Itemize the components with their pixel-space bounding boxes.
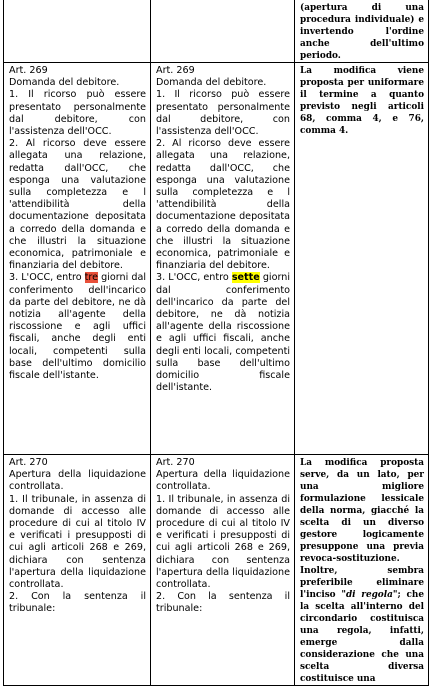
article-subtitle: Domanda del debitore. (156, 77, 267, 89)
table-row (4, 63, 429, 455)
article-title: Art. 269 (9, 65, 48, 76)
paragraph: 2. Al ricorso deve essere allegata una relazione, redatta dall'OCC, che esponga una valutazione sulla completezza e l 'attendibilità della documentazione depositata a corredo della domanda e che illustri la situazione economica, patrimoniale e finanziaria del debitore. (156, 138, 290, 272)
paragraph-end: giorni dal conferimento dell'incarico da parte del debitore, ne dà notizia all'agente della riscossione e agli uffici fiscali, anche degli enti locali, competenti sulla base dell'ultimo domicilio fiscale dell'istante. (156, 272, 290, 394)
paragraph-start: 3. L'OCC, entro (9, 272, 85, 284)
current-text-cell (4, 0, 151, 63)
note-text-start: Inoltre, sembra preferibile eliminare l'inciso (300, 566, 424, 600)
inserted-term-highlight: sette (231, 272, 260, 284)
paragraph (156, 272, 290, 394)
proposed-text-cell (151, 0, 295, 63)
article-title: Art. 270 (156, 457, 195, 468)
deleted-term-highlight: tre (84, 272, 99, 284)
table-row (4, 0, 429, 63)
comparison-table (3, 0, 429, 686)
paragraph-end: giorni dal conferimento dell'incarico da parte del debitore, ne dà notizia all'agente della riscossione e agli uffici fiscali, anche degli enti locali, competenti sulla base dell'ultimo domicilio fiscale dell'istante. (9, 272, 146, 382)
paragraph: 1. Il tribunale, in assenza di domande di accesso alle procedure di cui al titolo IV e verificati i presupposti di cui agli articoli 268 e 269, dichiara con sentenza l'apertura della liquidazione controllata. (9, 493, 146, 591)
paragraph: 1. Il ricorso può essere presentato personalmente dal debitore, con l'assistenza dell'OCC. (9, 89, 146, 138)
note-text-end: ; che la scelta all'interno del circondario costituisca una regola, infatti, emerge dalla considerazione che una scelta diversa costituisce una (300, 590, 424, 684)
note-text: La modifica proposta serve, da un lato, per una migliore formulazione lessicale della norma, giacché la scelta di un diverso gestore logicamente presuppone una previa revoca-sostituzione. (300, 458, 424, 564)
proposed-text-cell (151, 63, 295, 455)
note-cell (295, 455, 429, 686)
article-subtitle: Apertura della liquidazione controllata. (156, 469, 290, 493)
current-text-cell (4, 455, 151, 686)
paragraph: 2. Con la sentenza il tribunale: (156, 591, 290, 615)
current-text-cell (4, 63, 151, 455)
note-text (300, 565, 424, 685)
paragraph-start: 3. L'OCC, entro (156, 272, 232, 284)
paragraph: 1. Il ricorso può essere presentato personalmente dal debitore, con l'assistenza dell'OCC. (156, 89, 290, 138)
article-title: Art. 270 (9, 457, 48, 468)
quoted-phrase: "di regola" (341, 590, 398, 600)
note-cell (295, 63, 429, 455)
note-cell (295, 0, 429, 63)
proposed-text-cell (151, 455, 295, 686)
table-row (4, 455, 429, 686)
article-title: Art. 269 (156, 65, 195, 76)
paragraph: 2. Al ricorso deve essere allegata una relazione, redatta dall'OCC, che esponga una valutazione sulla completezza e l 'attendibilità della documentazione depositata a corredo della domanda e che illustri la situazione economica, patrimoniale e finanziaria del debitore. (9, 138, 146, 272)
paragraph: 2. Con la sentenza il tribunale: (9, 591, 146, 615)
note-text: La modifica viene proposta per uniformare il termine a quanto previsto negli articoli 68, comma 4, e 76, comma 4. (300, 66, 424, 136)
paragraph: 1. Il tribunale, in assenza di domande di accesso alle procedure di cui al titolo IV e verificati i presupposti di cui agli articoli 268 e 269, dichiara con sentenza l'apertura della liquidazione controllata. (156, 493, 290, 591)
paragraph (9, 272, 146, 382)
article-subtitle: Domanda del debitore. (9, 77, 120, 89)
article-subtitle: Apertura della liquidazione controllata. (9, 469, 146, 493)
note-text: (apertura di una procedura individuale) e invertendo l'ordine anche dell'ultimo periodo. (300, 3, 424, 61)
